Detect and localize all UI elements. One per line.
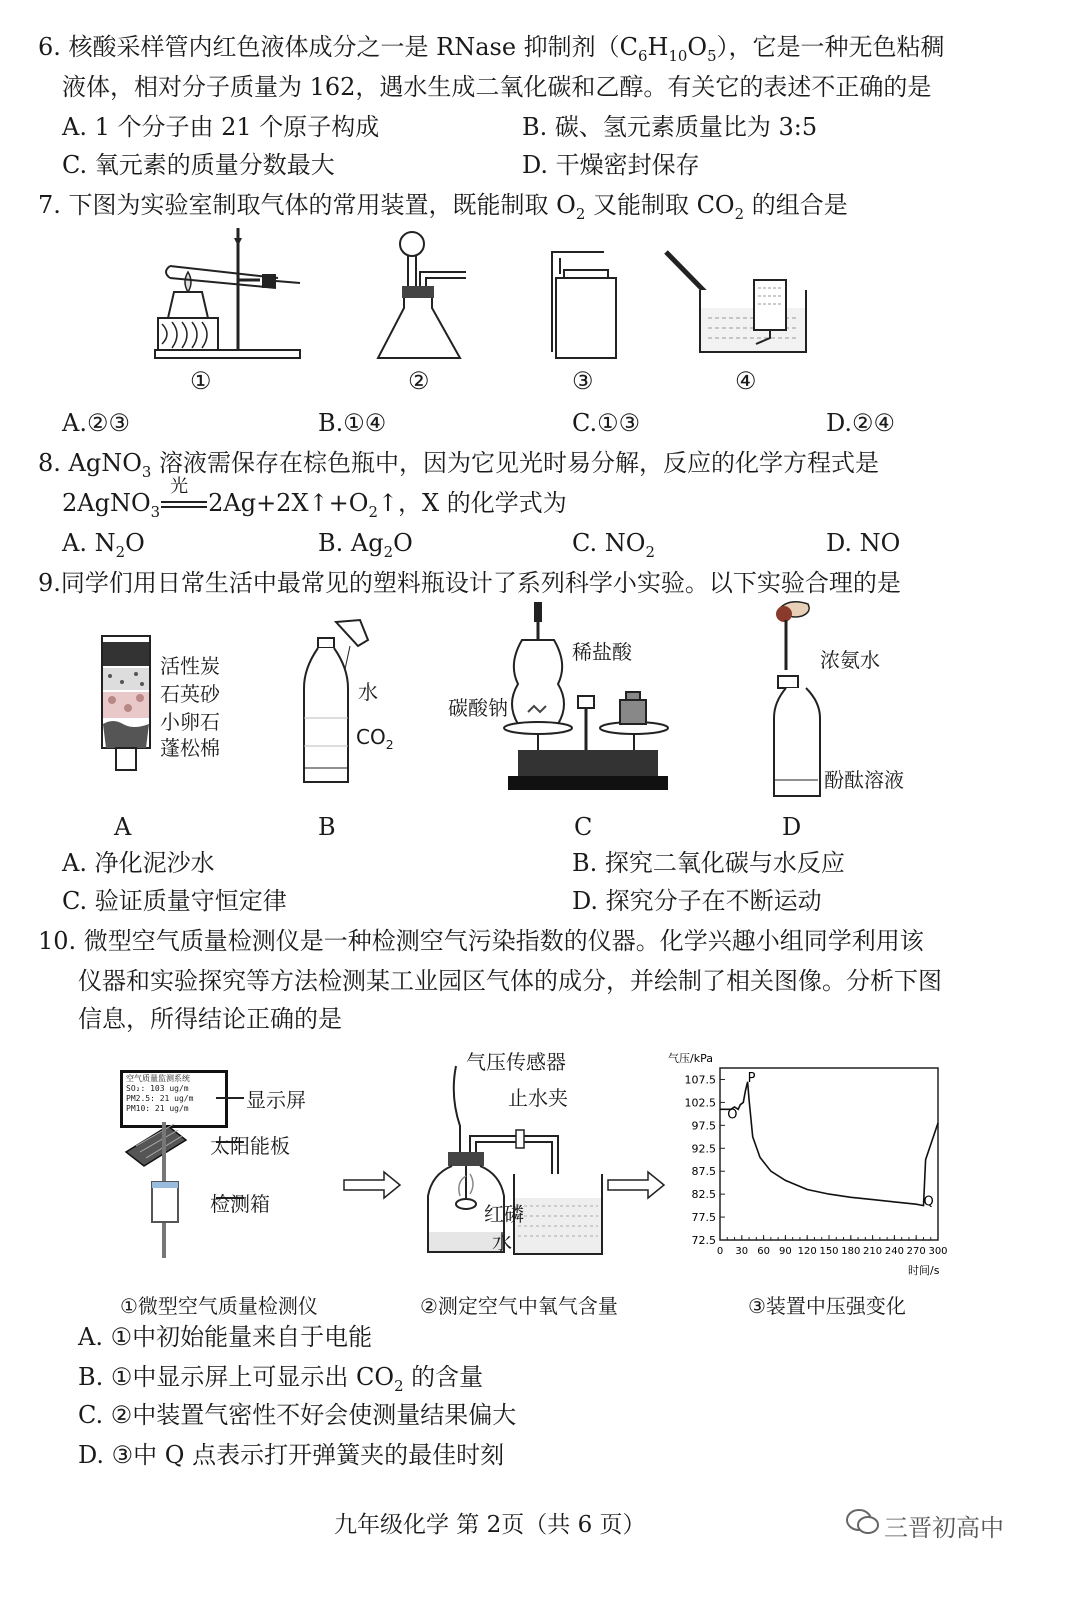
fig-c-caption: C [574,813,593,841]
q6-option-c: C. 氧元素的质量分数最大 [62,151,335,179]
label-display: 显示屏 [246,1088,306,1112]
apparatus-2-flask [370,228,480,368]
fig2-caption: ②测定空气中氧气含量 [420,1294,618,1318]
arrow-right-icon [342,1170,402,1200]
q9-stem: 9.同学们用日常生活中最常见的塑料瓶设计了系列科学小实验。以下实验合理的是 [38,569,901,597]
label-cotton: 蓬松棉 [160,736,220,760]
label-water-2: 水 [492,1230,512,1254]
monitor-screen [120,1070,228,1128]
wechat-icon [846,1508,880,1540]
chart-frame [720,1068,938,1240]
y-tick-label: 87.5 [691,1165,716,1179]
q6-option-a: A. 1 个分子由 21 个原子构成 [62,113,380,141]
q7-option-d: D.②④ [826,409,896,437]
q6-stem-line1: 6. 核酸采样管内红色液体成分之一是 RNase 抑制剂$(C_6H_{10}O_5)$，它是一种无色粘稠 [38,33,945,65]
fig-d-caption: D [782,813,802,841]
apparatus-3-bottle [540,248,630,368]
apparatus-2-label: ② [408,367,430,395]
label-pebbles: 小卵石 [160,710,220,734]
q6-stem-line2: 液体，相对分子质量为 162，遇水生成二氧化碳和乙醇。有关它的表述不正确的是 [62,73,932,101]
apparatus-4-label: ④ [735,367,757,395]
screen-title: 空气质量监测系统 [126,1074,190,1083]
label-conc-ammonia: 浓氨水 [820,648,880,672]
q10-option-b: B. ①中显示屏上可显示出 $CO_2$ 的含量 [78,1363,484,1395]
screen-row-pm25: PM2.5: 21 ug/m [126,1094,194,1103]
y-axis-label: 气压/kPa [668,1052,713,1065]
label-water: 水 [358,680,378,704]
y-tick-label: 72.5 [691,1234,716,1247]
q8-stem: 8. AgNO$_3$ 溶液需保存在棕色瓶中，因为它见光时易分解，反应的化学方程式是 [38,449,880,481]
x-tick-label: 30 [735,1246,749,1257]
fig1-caption: ①微型空气质量检测仪 [120,1294,318,1318]
q10-stem-line3: 信息，所得结论正确的是 [78,1005,342,1033]
y-tick-label: 92.5 [691,1142,716,1156]
label-solar-panel: 太阳能板 [210,1134,290,1158]
label-detection-box: 检测箱 [210,1192,270,1216]
x-tick-label: 150 [819,1246,839,1257]
q7-option-c: C.①③ [572,409,641,437]
label-activated-carbon: 活性炭 [160,654,220,678]
y-tick-label: 102.5 [684,1096,716,1110]
x-tick-label: 90 [779,1246,792,1257]
label-water-clamp: 止水夹 [508,1086,568,1110]
fig3-caption: ③装置中压强变化 [748,1294,906,1318]
fig-c-balance [498,600,668,800]
label-red-phosphorus: 红磷 [484,1202,524,1226]
x-tick-label: 270 [906,1246,926,1257]
q8-option-d: D. NO [826,529,901,557]
q10-stem-line1: 10. 微型空气质量检测仪是一种检测空气污染指数的仪器。化学兴趣小组同学利用该 [38,927,924,955]
q6-option-b: B. 碳、氢元素质量比为 3:5 [522,113,818,141]
label-quartz-sand: 石英砂 [160,682,220,706]
x-tick-label: 180 [841,1246,861,1257]
q9-option-a: A. 净化泥沙水 [62,849,215,877]
y-tick-label: 107.5 [684,1073,716,1087]
q10-option-d: D. ③中 Q 点表示打开弹簧夹的最佳时刻 [78,1441,505,1469]
label-phenolphthalein: 酚酞溶液 [824,768,904,792]
q8-option-a: A. $N_2O$ [62,529,145,561]
fig-a-caption: A [114,813,132,841]
fig-a-filter-bottle [96,634,156,784]
apparatus-3-label: ③ [572,367,594,395]
q9-option-d: D. 探究分子在不断运动 [572,887,822,915]
watermark: 三晋初高中 [884,1514,1004,1542]
label-dilute-hcl: 稀盐酸 [572,640,632,664]
fig-b-caption: B [318,813,336,841]
apparatus-1-heating [150,228,310,368]
q8-option-b: B. $Ag_2O$ [318,529,413,561]
screen-row-pm10: PM10: 21 ug/m [126,1104,189,1113]
q7-option-a: A.②③ [62,409,130,437]
arrow-right-icon [606,1170,666,1200]
q9-option-b: B. 探究二氧化碳与水反应 [572,849,845,877]
q7-stem: 7. 下图为实验室制取气体的常用装置，既能制取 $O_2$ 又能制取 $CO_2$ 的组合是 [38,191,848,223]
pressure-chart [664,1050,964,1277]
label-sodium-carbonate: 碳酸钠 [448,696,508,720]
q7-option-b: B.①④ [318,409,387,437]
x-axis-label: 时间/s [908,1264,940,1277]
q10-stem-line2: 仪器和实验探究等方法检测某工业园区气体的成分，并绘制了相关图像。分析下图 [78,967,942,995]
q8-equation: 2AgNO$_3$ 光 $2Ag+2X↑+O_2↑$，X 的化学式为 [62,488,567,527]
x-tick-label: 120 [797,1246,817,1257]
apparatus-4-water-collection [660,242,810,362]
point-label-q: Q [923,1194,934,1210]
point-label-o: O [727,1107,738,1123]
y-tick-label: 82.5 [691,1188,716,1202]
q8-option-c: C. $NO_2$ [572,529,655,561]
point-label-p: P [747,1070,756,1086]
q9-option-c: C. 验证质量守恒定律 [62,887,287,915]
x-tick-label: 240 [884,1246,904,1257]
q10-option-a: A. ①中初始能量来自于电能 [78,1323,373,1351]
label-pressure-sensor: 气压传感器 [466,1050,566,1074]
page-footer: 九年级化学 第 2页（共 6 页） [334,1512,646,1538]
y-tick-label: 77.5 [691,1211,716,1225]
screen-row-so2: SO₂: 103 ug/m [126,1084,189,1093]
q10-option-c: C. ②中装置气密性不好会使测量结果偏大 [78,1401,517,1429]
x-tick-label: 210 [863,1246,883,1257]
x-tick-label: 300 [928,1246,948,1257]
reaction-condition-light: 光 [170,476,189,497]
x-tick-label: 0 [716,1246,724,1257]
q6-option-d: D. 干燥密封保存 [522,151,700,179]
y-tick-label: 97.5 [691,1119,716,1133]
apparatus-1-label: ① [190,367,212,395]
label-co2: $CO_2$ [356,725,394,752]
x-tick-label: 60 [757,1246,770,1257]
